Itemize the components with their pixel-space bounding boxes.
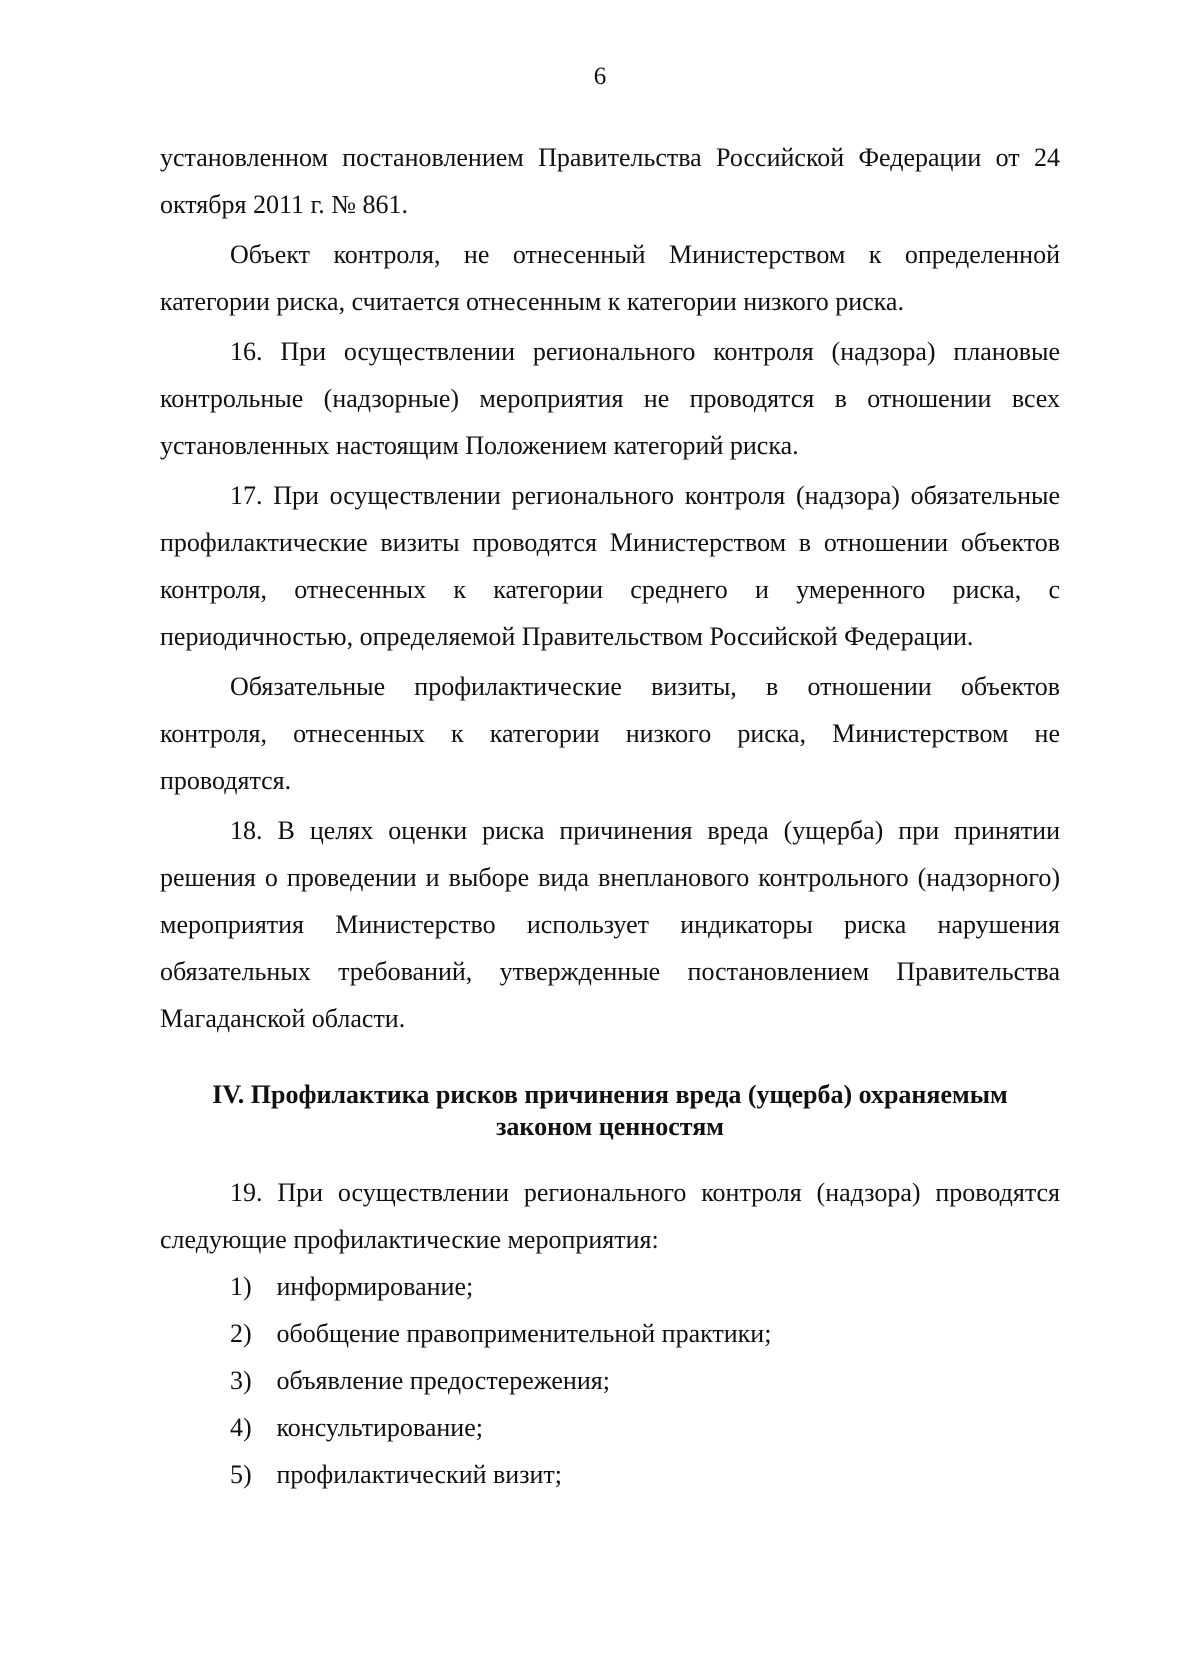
list-item-text: профилактический визит;: [276, 1460, 562, 1489]
preventive-measures-list: [160, 1263, 1060, 1498]
list-item: [160, 1263, 1060, 1310]
section-heading: [160, 1079, 1060, 1143]
list-item: [160, 1451, 1060, 1498]
page-number: 6: [593, 63, 607, 90]
list-item: [160, 1357, 1060, 1404]
list-item: [160, 1404, 1060, 1451]
paragraph-17: 17. При осуществлении регионального контроля (надзора) обязательные профилактические визиты проводятся Министерством в отношении объектов контроля, отнесенных к категории среднего и умеренного риска, с периодичностью, определяемой Правительством Российской Федерации.: [160, 481, 1060, 651]
list-item-number: 3): [230, 1366, 252, 1395]
paragraph-mandatory-visits: Обязательные профилактические визиты, в отношении объектов контроля, отнесенных к категории низкого риска, Министерством не проводятся.: [160, 672, 1060, 795]
list-item-number: 2): [230, 1319, 252, 1348]
list-item-number: 4): [230, 1413, 252, 1442]
paragraph-continuation: установленном постановлением Правительства Российской Федерации от 24 октября 2011 г. № 861.: [160, 143, 1060, 219]
section-heading-line-1: IV. Профилактика рисков причинения вреда (ущерба) охраняемым: [212, 1080, 1008, 1109]
list-item-text: обобщение правоприменительной практики;: [276, 1319, 772, 1348]
list-item-text: объявление предостережения;: [276, 1366, 610, 1395]
paragraph-risk-category: Объект контроля, не отнесенный Министерством к определенной категории риска, считается отнесенным к категории низкого риска.: [160, 240, 1060, 316]
document-body: [160, 134, 1060, 1498]
list-item-text: консультирование;: [276, 1413, 483, 1442]
paragraph-19: 19. При осуществлении регионального контроля (надзора) проводятся следующие профилактические мероприятия:: [160, 1178, 1060, 1254]
paragraph-18: 18. В целях оценки риска причинения вреда (ущерба) при принятии решения о проведении и выборе вида внепланового контрольного (надзорного) мероприятия Министерство использует индикаторы риска нарушения обязательных требований, утвержденные постановлением Правительства Магаданской области.: [160, 816, 1060, 1033]
list-item-number: 1): [230, 1272, 252, 1301]
paragraph-16: 16. При осуществлении регионального контроля (надзора) плановые контрольные (надзорные) мероприятия не проводятся в отношении всех установленных настоящим Положением категорий риска.: [160, 337, 1060, 460]
list-item-number: 5): [230, 1460, 252, 1489]
section-heading-line-2: законом ценностям: [495, 1112, 724, 1141]
list-item: [160, 1310, 1060, 1357]
list-item-text: информирование;: [276, 1272, 474, 1301]
